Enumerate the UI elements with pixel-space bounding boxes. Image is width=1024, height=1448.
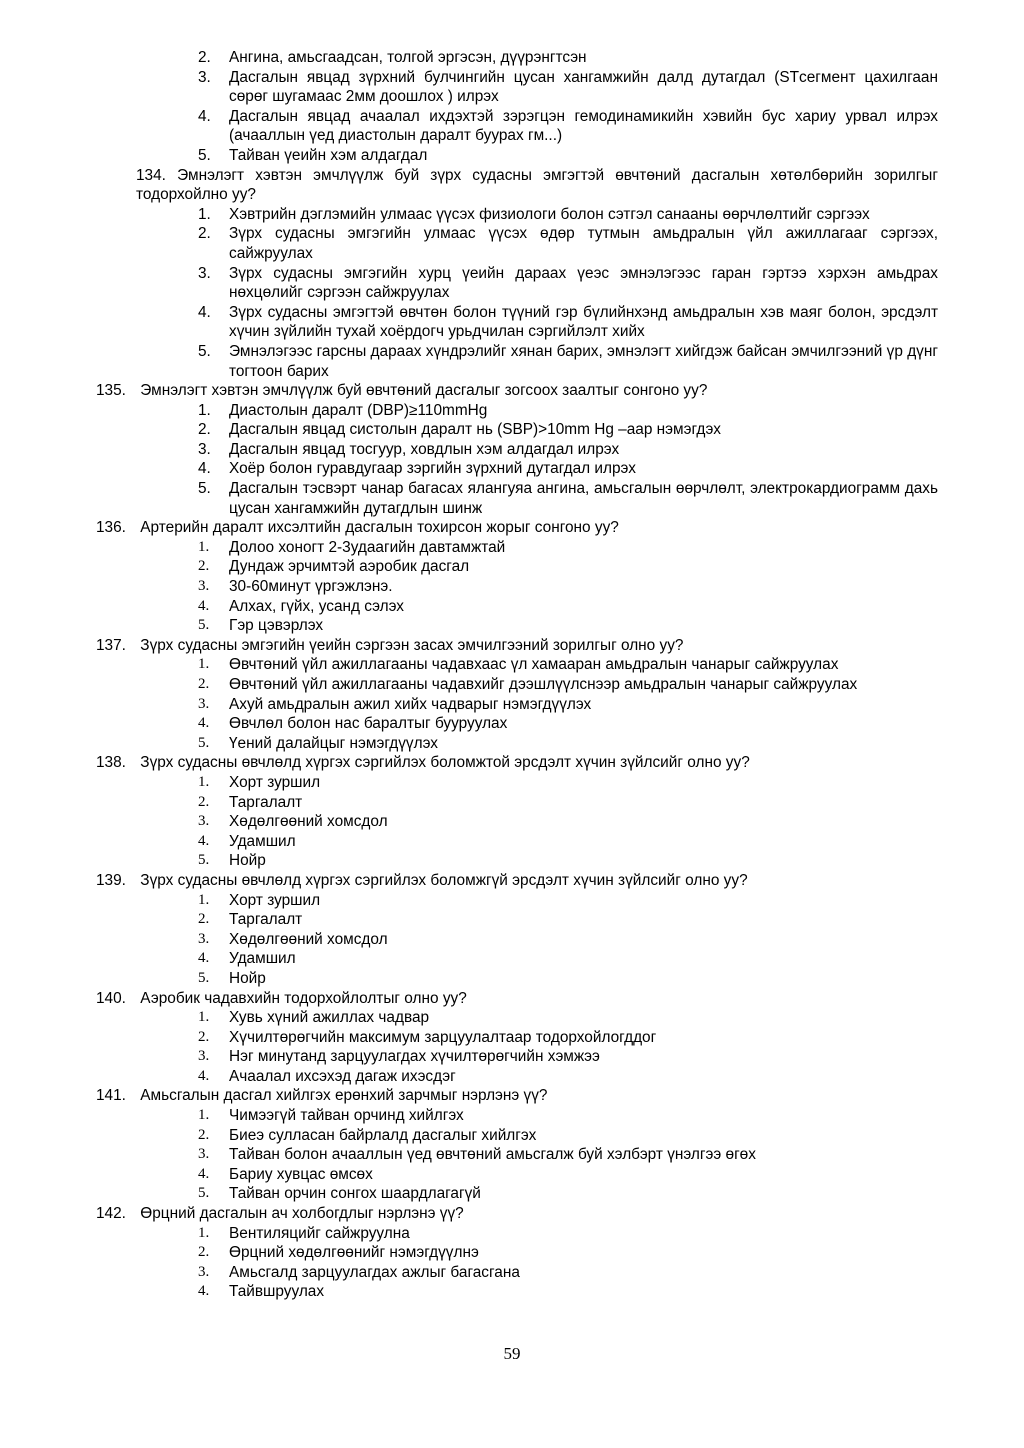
list-item bbox=[136, 557, 938, 577]
option-text: Зүрх судасны эмгэгийн улмаас үүсэх өдөр тутмын амьдралын үйл ажиллагааг сэргээх, сайжруулах bbox=[229, 225, 938, 262]
list-item bbox=[136, 695, 938, 715]
list-item bbox=[136, 714, 938, 734]
option-text: Дасгалын тэсвэрт чанар багасах ялангуяа ангина, амьсгалын өөрчлөлт, электрокардиограмм дахь цусан хангамжийн дутагдлын шинж bbox=[229, 480, 938, 517]
list-item bbox=[136, 342, 938, 381]
list-item bbox=[136, 851, 938, 871]
list-item bbox=[136, 1145, 938, 1165]
option-number: 5. bbox=[198, 969, 210, 986]
option-number: 5. bbox=[198, 734, 210, 751]
list-item bbox=[136, 1126, 938, 1146]
option-text: Өрцний хөдөлгөөнийг нэмэгдүүлнэ bbox=[229, 1244, 479, 1262]
option-number: 3. bbox=[198, 930, 210, 947]
option-text: Хувь хүний ажиллах чадвар bbox=[229, 1009, 430, 1027]
option-number: 2. bbox=[198, 225, 211, 243]
option-text: Тайвшруулах bbox=[229, 1283, 325, 1301]
option-text: Хоёр болон гуравдугаар зэргийн зүрхний дутагдал илрэх bbox=[229, 460, 636, 478]
list-item bbox=[136, 459, 938, 479]
option-number: 2. bbox=[198, 676, 210, 692]
option-text: Зүрх судасны эмгэгтэй өвчтөн болон түүний гэр бүлийнхэнд амьдралын хэв маяг болон, эрсдэлт хүчин зүйлийн тухай хоёрдогч урьдчилан сэргийлэлт хийх bbox=[229, 303, 938, 341]
question-text: Артерийн даралт ихсэлтийн дасгалын тохирсон жорыг сонгоно уу? bbox=[140, 519, 619, 537]
list-item bbox=[136, 616, 938, 636]
option-text: Эмнэлэгээс гарсны дараах хүндрэлийг хянан барих, эмнэлэгт хийгдэж байсан эмчилгээний үр дүнг тогтоон барих bbox=[229, 342, 938, 380]
option-text: 30-60минут үргэжлэнэ. bbox=[229, 578, 393, 596]
list-item bbox=[136, 773, 938, 793]
list-item bbox=[136, 401, 938, 421]
option-list bbox=[136, 1106, 938, 1204]
option-number: 4. bbox=[198, 597, 210, 614]
question-text: Амьсгалын дасгал хийлгэх ерөнхий зарчмыг нэрлэнэ үү? bbox=[140, 1087, 548, 1105]
option-number: 3. bbox=[198, 1048, 210, 1065]
option-list bbox=[136, 1008, 938, 1086]
option-text: Чимээгүй тайван орчинд хийлгэх bbox=[229, 1107, 464, 1125]
option-number: 3. bbox=[198, 578, 210, 595]
option-number: 2. bbox=[198, 558, 210, 575]
option-text: Нойр bbox=[229, 852, 266, 870]
option-text: Нойр bbox=[229, 969, 266, 987]
list-item bbox=[136, 303, 938, 342]
intro-option-list bbox=[136, 48, 938, 166]
list-item bbox=[136, 1047, 938, 1067]
list-item bbox=[136, 1224, 938, 1244]
option-text: Дасгалын явцад ачаалал ихдэхтэй зэрэгцэн гемодинамикийн хэвийн бус хариу урвал илрэх (ачааллын үед диастолын даралт буурах гм...) bbox=[229, 107, 938, 145]
option-number: 4. bbox=[198, 1283, 210, 1300]
option-text: Хорт зуршил bbox=[229, 773, 321, 791]
option-number: 1. bbox=[198, 891, 210, 908]
option-list bbox=[136, 538, 938, 636]
option-text: Диастолын даралт (DBP)≥110mmHg bbox=[229, 401, 488, 419]
option-text: Долоо хоногт 2-3удаагийн давтамжтай bbox=[229, 538, 506, 556]
option-text: Дасгалын явцад тосгуур, ховдлын хэм алдагдал илрэх bbox=[229, 440, 620, 458]
option-number: 4. bbox=[198, 460, 211, 478]
option-number: 4. bbox=[198, 1165, 210, 1182]
option-number: 3. bbox=[198, 68, 211, 86]
question-141: 141. Амьсгалын дасгал хийлгэх ерөнхий зарчмыг нэрлэнэ үү? bbox=[96, 1087, 548, 1105]
list-item bbox=[136, 734, 938, 754]
list-item bbox=[136, 538, 938, 558]
option-text: Тайван үеийн хэм алдагдал bbox=[229, 146, 428, 164]
option-text: Дасгалын явцад систолын даралт нь (SBP)>10mm Hg –аар нэмэгдэх bbox=[229, 421, 721, 439]
option-number: 2. bbox=[198, 1028, 210, 1045]
option-number: 4. bbox=[198, 303, 211, 321]
question-142: 142. Өрцний дасгалын ач холбогдлыг нэрлэнэ үү? bbox=[96, 1205, 464, 1223]
list-item bbox=[136, 479, 938, 518]
list-item bbox=[136, 440, 938, 460]
question-140: 140. Аэробик чадавхийн тодорхойлолтыг олно уу? bbox=[96, 989, 467, 1007]
option-number: 3. bbox=[198, 1263, 210, 1280]
list-item bbox=[136, 48, 938, 68]
question-text: Өрцний дасгалын ач холбогдлыг нэрлэнэ үү? bbox=[140, 1205, 464, 1223]
option-number: 1. bbox=[198, 773, 210, 790]
option-number: 4. bbox=[198, 950, 210, 967]
list-item bbox=[136, 107, 938, 146]
option-text: Хүчилтөрөгчийн максимум зарцуулалтаар тодорхойлогддог bbox=[229, 1028, 657, 1046]
question-text: Зүрх судасны өвчлөлд хүргэх сэргийлэх боломжгүй эрсдэлт хүчин зүйлсийг олно уу? bbox=[140, 871, 748, 889]
list-item bbox=[136, 1282, 938, 1302]
option-list bbox=[136, 655, 938, 753]
list-item bbox=[136, 1008, 938, 1028]
option-number: 5. bbox=[198, 1185, 210, 1202]
option-number: 1. bbox=[198, 1107, 210, 1124]
option-text: Гэр цэвэрлэх bbox=[229, 617, 324, 635]
option-number: 1. bbox=[198, 656, 210, 673]
option-text: Тайван орчин сонгох шаардлагагүй bbox=[229, 1185, 481, 1203]
option-text: Нэг минутанд зарцуулагдах хүчилтөрөгчийн хэмжээ bbox=[229, 1048, 600, 1066]
option-number: 5. bbox=[198, 480, 211, 498]
option-text: Хэвтрийн дэглэмийн улмаас үүсэх физиологи болон сэтгэл санааны өөрчлөлтийг сэргээх bbox=[229, 205, 870, 223]
option-text: Дундаж эрчимтэй аэробик дасгал bbox=[229, 558, 470, 576]
list-item bbox=[136, 793, 938, 813]
option-list bbox=[136, 401, 938, 519]
list-item bbox=[136, 655, 938, 675]
option-text: Хөдөлгөөний хомсдол bbox=[229, 813, 388, 831]
option-text: Хөдөлгөөний хомсдол bbox=[229, 930, 388, 948]
list-item bbox=[136, 1067, 938, 1087]
option-number: 1. bbox=[198, 401, 211, 419]
option-number: 5. bbox=[198, 342, 211, 360]
option-text: Өвчтөний үйл ажиллагааны чадавхийг дээшлүүлснээр амьдралын чанарыг сайжруулах bbox=[229, 676, 858, 693]
question-138: 138. Зүрх судасны өвчлөлд хүргэх сэргийлэх боломжтой эрсдэлт хүчин зүйлсийг олно уу? bbox=[96, 754, 750, 772]
list-item bbox=[136, 1184, 938, 1204]
option-text: Биеэ сулласан байрлалд дасгалыг хийлгэх bbox=[229, 1126, 537, 1144]
list-item bbox=[136, 949, 938, 969]
option-number: 2. bbox=[198, 421, 211, 439]
option-number: 1. bbox=[198, 205, 211, 223]
option-text: Вентиляцийг сайжруулна bbox=[229, 1224, 410, 1242]
question-text: Зүрх судасны эмгэгийн үеийн сэргээн засах эмчилгээний зорилгыг олно уу? bbox=[140, 636, 684, 654]
option-list bbox=[136, 1224, 938, 1302]
option-list bbox=[136, 773, 938, 871]
list-item bbox=[136, 264, 938, 303]
list-item bbox=[136, 675, 938, 695]
option-text: Ачаалал ихсэхэд дагаж ихэсдэг bbox=[229, 1067, 456, 1085]
option-text: Таргалалт bbox=[229, 911, 303, 929]
question-137: 137. Зүрх судасны эмгэгийн үеийн сэргээн засах эмчилгээний зорилгыг олно уу? bbox=[96, 636, 684, 654]
question-text: Аэробик чадавхийн тодорхойлолтыг олно уу? bbox=[140, 989, 467, 1007]
option-number: 4. bbox=[198, 107, 211, 125]
list-item bbox=[136, 1263, 938, 1283]
question-136: 136. Артерийн даралт ихсэлтийн дасгалын тохирсон жорыг сонгоно уу? bbox=[96, 519, 619, 537]
option-text: Алхах, гүйх, усанд сэлэх bbox=[229, 597, 405, 615]
option-text: Таргалалт bbox=[229, 793, 303, 811]
list-item bbox=[136, 224, 938, 263]
list-item bbox=[136, 930, 938, 950]
option-text: Удамшил bbox=[229, 950, 296, 968]
question-134 bbox=[136, 166, 938, 205]
list-item bbox=[136, 1028, 938, 1048]
question-number: 134. bbox=[136, 166, 166, 184]
option-number: 3. bbox=[198, 695, 210, 712]
option-text: Ангина, амьсгаадсан, толгой эргэсэн, дүүрэнгтсэн bbox=[229, 49, 587, 66]
page-number: 59 bbox=[503, 1344, 521, 1363]
list-item bbox=[136, 205, 938, 225]
list-item bbox=[136, 420, 938, 440]
list-item bbox=[136, 146, 938, 166]
list-item bbox=[136, 1165, 938, 1185]
question-139: 139. Зүрх судасны өвчлөлд хүргэх сэргийлэх боломжгүй эрсдэлт хүчин зүйлсийг олно уу? bbox=[96, 871, 748, 889]
option-number: 4. bbox=[198, 1067, 210, 1084]
option-number: 4. bbox=[198, 832, 210, 849]
option-text: Дасгалын явцад зүрхний булчингийн цусан хангамжийн далд дутагдал (STсегмент цахилгаан сөрөг шугамаас 2мм доошлох ) илрэх bbox=[229, 68, 938, 106]
option-text: Зүрх судасны эмгэгийн хурц үеийн дараах үеэс эмнэлэгээс гаран гэртээ хэрхэн амьдрах нөхцөлийг сэргээн сайжруулах bbox=[229, 264, 938, 302]
option-text: Бариу хувцас өмсөх bbox=[229, 1165, 373, 1183]
list-item bbox=[136, 1243, 938, 1263]
option-number: 1. bbox=[198, 538, 210, 555]
option-number: 2. bbox=[198, 911, 210, 928]
option-number: 2. bbox=[198, 1126, 210, 1143]
list-item bbox=[136, 969, 938, 989]
option-text: Хорт зуршил bbox=[229, 891, 321, 909]
question-135: 135. Эмнэлэгт хэвтэн эмчлүүлж буй өвчтөний дасгалыг зогсоох заалтыг сонгоно уу? bbox=[96, 382, 708, 400]
option-number: 1. bbox=[198, 1009, 210, 1026]
option-text: Удамшил bbox=[229, 832, 296, 850]
option-number: 3. bbox=[198, 1146, 210, 1163]
list-item bbox=[136, 577, 938, 597]
option-list bbox=[136, 205, 938, 381]
option-number: 1. bbox=[198, 1224, 210, 1241]
option-text: Өвчтөний үйл ажиллагааны чадавхаас үл хамааран амьдралын чанарыг сайжруулах bbox=[229, 656, 839, 674]
option-text: Тайван болон ачааллын үед өвчтөний амьсгалж буй хэлбэрт үнэлгээ өгөх bbox=[229, 1146, 756, 1164]
list-item bbox=[136, 832, 938, 852]
question-text: Эмнэлэгт хэвтэн эмчлүүлж буй өвчтөний дасгалыг зогсоох заалтыг сонгоно уу? bbox=[140, 382, 708, 400]
option-number: 5. bbox=[198, 146, 211, 164]
list-item bbox=[136, 68, 938, 107]
option-list bbox=[136, 891, 938, 989]
option-number: 2. bbox=[198, 49, 211, 66]
option-number: 3. bbox=[198, 440, 211, 458]
list-item bbox=[136, 1106, 938, 1126]
list-item bbox=[136, 812, 938, 832]
option-number: 3. bbox=[198, 264, 211, 282]
document-body bbox=[96, 48, 938, 1302]
list-item bbox=[136, 597, 938, 617]
option-number: 2. bbox=[198, 1244, 210, 1261]
question-text: Зүрх судасны өвчлөлд хүргэх сэргийлэх боломжтой эрсдэлт хүчин зүйлсийг олно уу? bbox=[140, 754, 750, 772]
option-text: Ахуй амьдралын ажил хийх чадварыг нэмэгдүүлэх bbox=[229, 695, 592, 713]
list-item bbox=[136, 910, 938, 930]
list-item bbox=[136, 891, 938, 911]
option-text: Үений далайцыг нэмэгдүүлэх bbox=[229, 734, 438, 752]
option-text: Өвчлөл болон нас баралтыг бууруулах bbox=[229, 715, 508, 733]
option-number: 4. bbox=[198, 715, 210, 732]
option-number: 5. bbox=[198, 852, 210, 869]
option-number: 2. bbox=[198, 793, 210, 810]
option-text: Амьсгалд зарцуулагдах ажлыг багасгана bbox=[229, 1263, 520, 1281]
option-number: 5. bbox=[198, 617, 210, 634]
question-text: Эмнэлэгт хэвтэн эмчлүүлж буй зүрх судасны эмгэгтэй өвчтөний дасгалын хөтөлбөрийн зорилгыг тодорхойлно уу? bbox=[136, 166, 938, 204]
option-number: 3. bbox=[198, 813, 210, 830]
